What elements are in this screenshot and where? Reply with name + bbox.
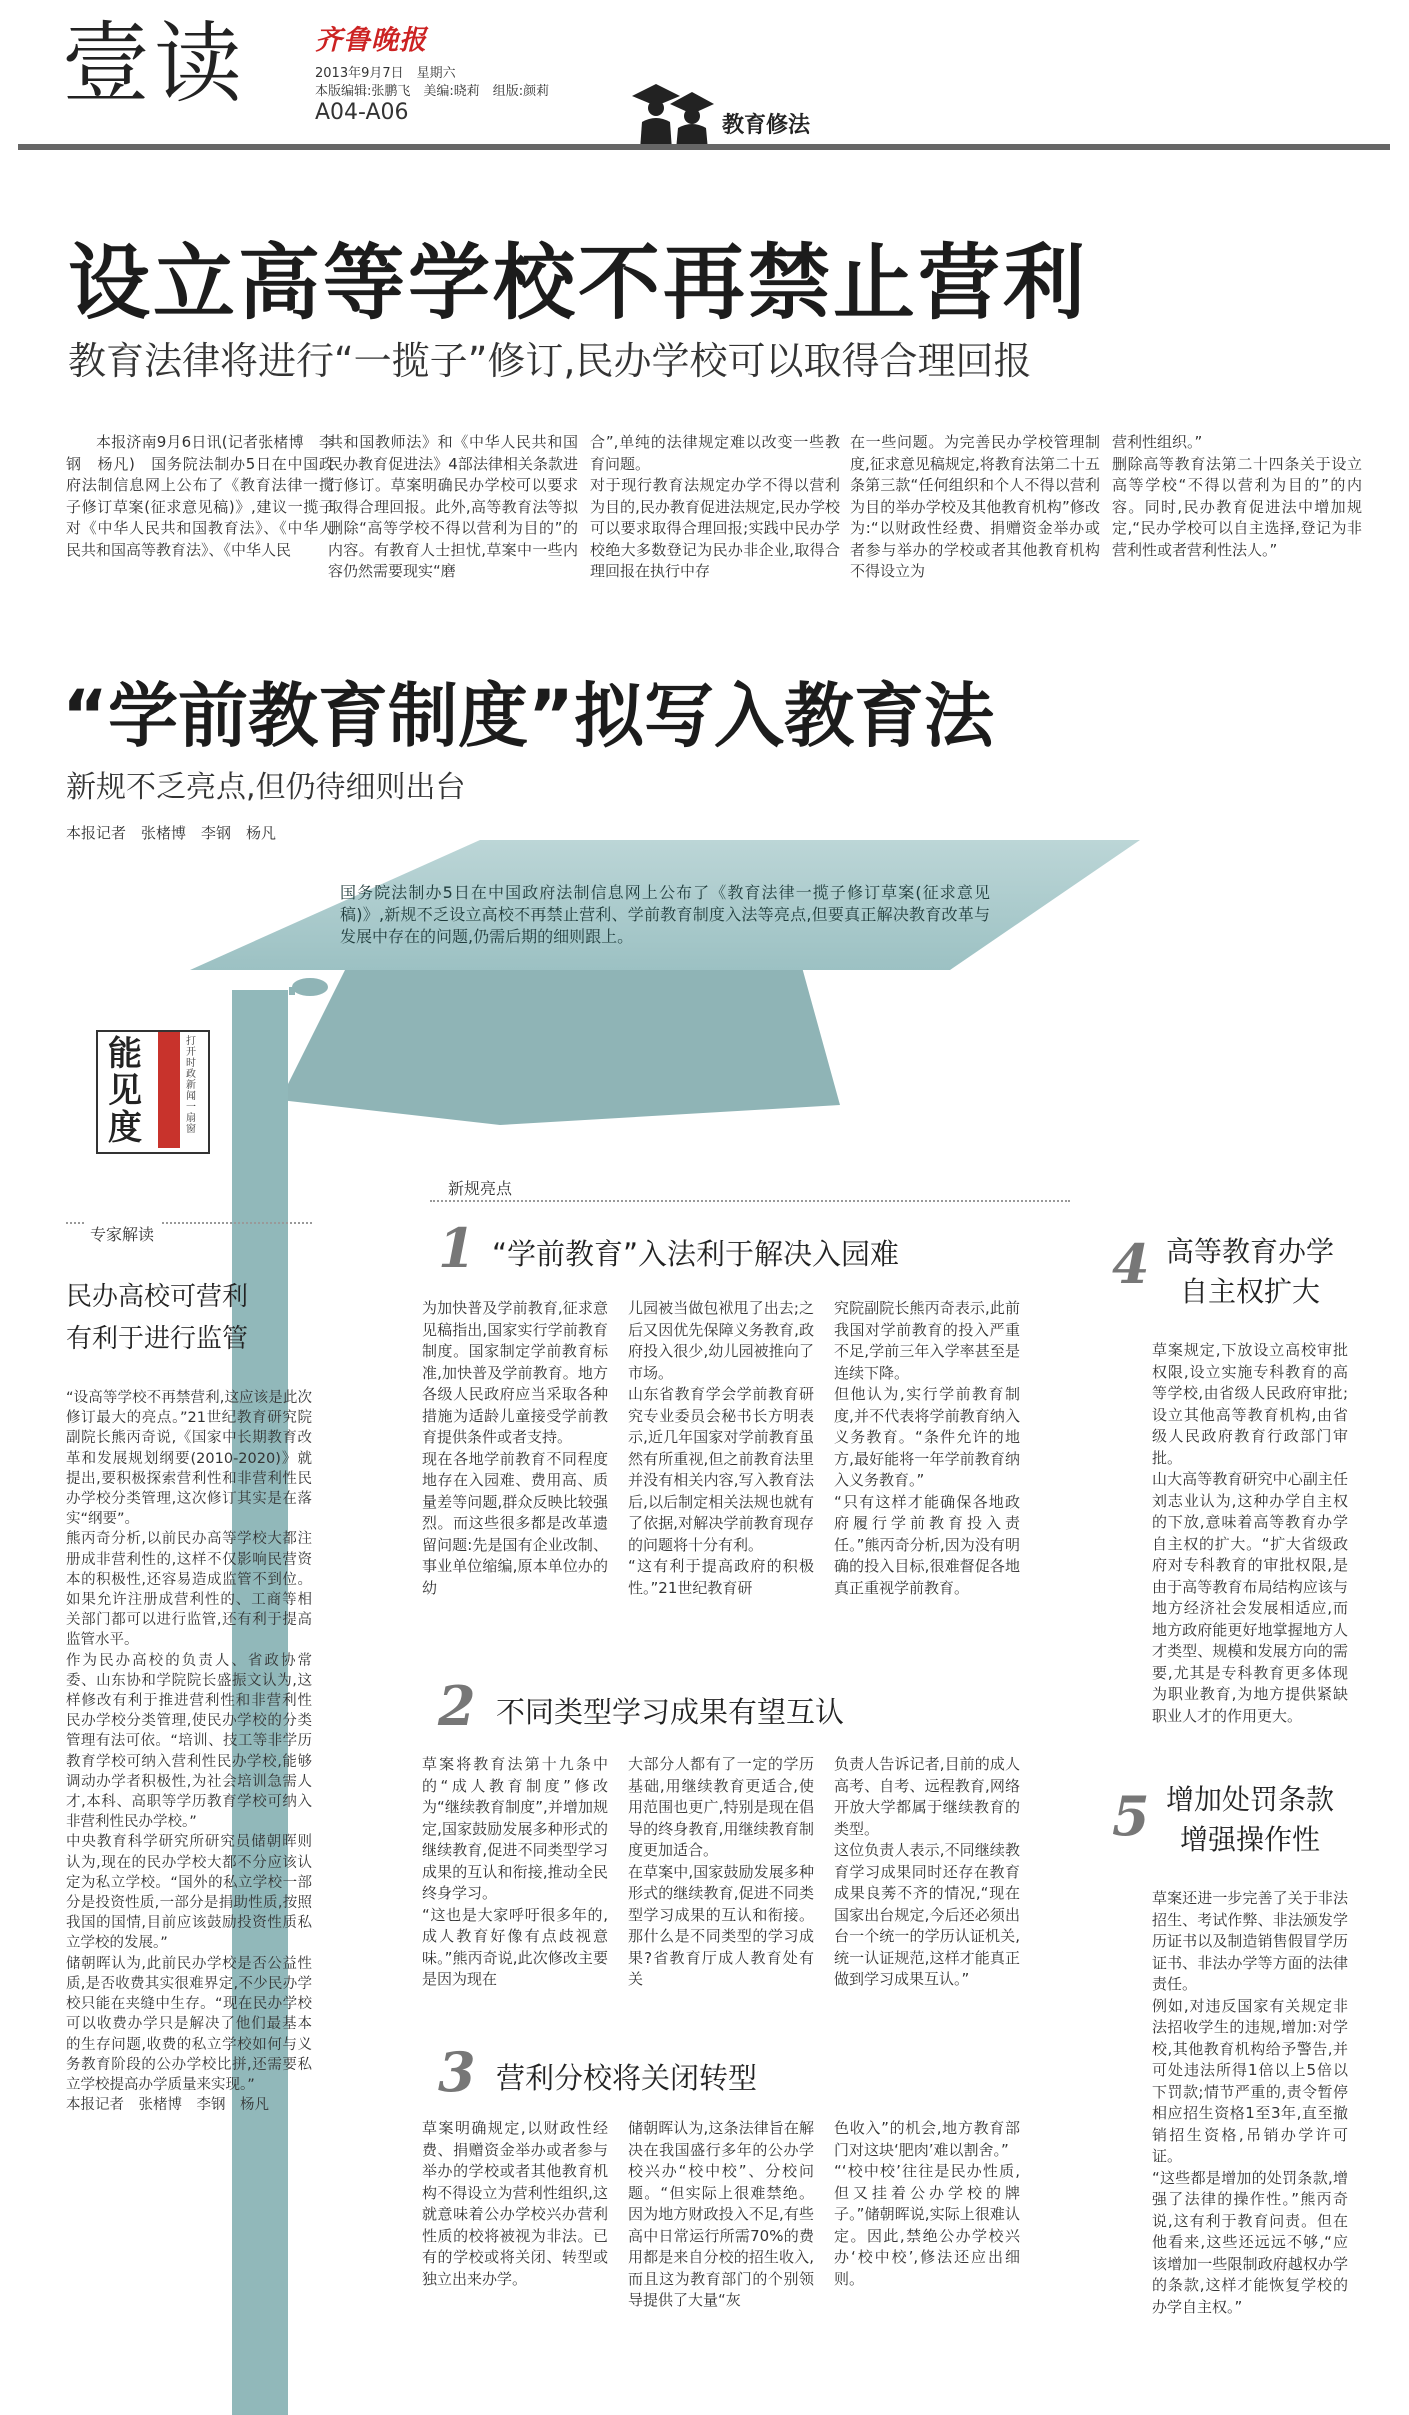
section-2-col-1: 草案将教育法第十九条中的“成人教育制度”修改为“继续教育制度”,并增加规定,国家鼓励发展多种形式的继续教育,促进不同类型学习成果的互认和衔接,推动全民终身学习。 “这也是大家呼吁很多年的,成人教育好像有点歧视意味。”熊丙奇说,此次修改主要是因为现在 (422, 1755, 608, 1988)
logo-text: 能见度 (108, 1034, 142, 1148)
masthead-rule (18, 144, 1390, 150)
logo-side-text: 打开时政新闻一扇窗 (186, 1036, 196, 1135)
section-3-col-3: 色收入”的机会,地方教育部门对这块‘肥肉’难以割舍。” “‘校中校’往往是民办性质,但又挂着公办学校的牌子。”储朝晖说,实际上很难认定。因此,禁绝公办学校兴办‘校中校’,修法还应出细则。 (834, 2119, 1020, 2288)
second-headline: “学前教育制度”拟写入教育法 (62, 675, 995, 757)
editors-credit: 本版编辑:张鹏飞 美编:晓莉 组版:颜莉 (315, 84, 550, 99)
main-headline: 设立高等学校不再禁止营利 (68, 236, 1089, 331)
section-2-number: 2 (438, 1674, 476, 1738)
section-5-title: 增加处罚条款增强操作性 (1165, 1783, 1334, 1856)
story1-col-3: 合”,单纯的法律规定难以改变一些教育问题。 对于现行教育法规定办学不得以营利为目的,民办教育促进法规定,民办学校可以要求取得合理回报;实践中民办学校绝大多数登记为民办非企业,取得合理回报在执行中存 (590, 433, 840, 580)
issue-date: 2013年9月7日 星期六 (315, 66, 456, 81)
second-byline: 本报记者 张楮博 李钢 杨凡 (66, 824, 277, 842)
graduates-icon (630, 70, 720, 150)
section-5-col-1: 草案还进一步完善了关于非法招生、考试作弊、非法颁发学历证书以及制造销售假冒学历证书、非法办学等方面的法律责任。 例如,对违反国家有关规定非法招收学生的违规,增加:对学校,其他教育机构给予警告,并可处违法所得1倍以上5倍以下罚款;情节严重的,责令暂停相应招生资格1至3年,直至撤销招生资格,吊销办学许可证。 “这些都是增加的处罚条款,增强了法律的操作性。”熊丙奇说,这有利于教育问责。但在他看来,这些还远远不够,“应该增加一些限制政府越权办学的条款,这样才能恢复学校的办学自主权。” (1152, 1889, 1348, 2316)
expert-title-line1: 民办高校可营利 (66, 1282, 249, 1312)
section-1-col-1: 为加快普及学前教育,征求意见稿指出,国家实行学前教育制度。国家制定学前教育标准,加快普及学前教育。地方各级人民政府应当采取各种措施为适龄儿童接受学前教育提供条件或者支持。 现在各地学前教育不同程度地存在入园难、费用高、质量差等问题,群众反映比较强烈。而这些很多都是改革遗留问题:先是国有企业改制、事业单位缩编,原本单位办的幼 (422, 1299, 608, 1597)
section-1-title: “学前教育”入法利于解决入园难 (492, 1237, 900, 1271)
section-1-col-3: 究院副院长熊丙奇表示,此前我国对学前教育的投入严重不足,学前三年入学率甚至是连续下降。 但他认为,实行学前教育制度,并不代表将学前教育纳入义务教育。“条件允许的地方,最好能将一年学前教育纳入义务教育。” “只有这样才能确保各地政府履行学前教育投入责任。”熊丙奇分析,因为没有明确的投入目标,很难督促各地真正重视学前教育。 (834, 1299, 1020, 1597)
second-subheadline: 新规不乏亮点,但仍待细则出台 (66, 770, 466, 805)
new-points-label: 新规亮点 (448, 1179, 513, 1198)
logo-red-block (158, 1032, 180, 1148)
column-label: 教育修法 (722, 113, 811, 138)
story2-summary: 国务院法制办5日在中国政府法制信息网上公布了《教育法律一揽子修订草案(征求意见稿)》,新规不乏设立高校不再禁止营利、学前教育制度入法等亮点,但要真正解决教育改革与发展中存在的问题,仍需后期的细则跟上。 (340, 883, 990, 946)
expert-label: 专家解读 (84, 1222, 160, 1245)
page-range: A04-A06 (315, 100, 409, 125)
story1-col-4: 在一些问题。为完善民办学校管理制度,征求意见稿规定,将教育法第二十五条第三款“任何组织和个人不得以营利为目的举办学校及其他教育机构”修改为:“以财政性经费、捐赠资金举办或者参与举办的学校或者其他教育机构不得设立为 (850, 433, 1100, 580)
story1-col-1: 本报济南9月6日讯(记者张楮博 李钢 杨凡) 国务院法制办5日在中国政府法制信息网上公布了《教育法律一揽子修订草案(征求意见稿)》,建议一揽子对《中华人民共和国教育法》、《中华人民共和国高等教育法》、《中华人民 (66, 433, 334, 559)
new-points-rule (430, 1200, 1070, 1202)
section-3-col-2: 储朝晖认为,这条法律旨在解决在我国盛行多年的公办学校兴办“校中校”、分校问题。“但实际上很难禁绝。因为地方财政投入不足,有些高中日常运行所需70%的费用都是来自分校的招生收入,而且这为教育部门的个别领导提供了大量“灰 (628, 2119, 814, 2309)
section-4-number: 4 (1112, 1232, 1150, 1296)
section-4-title: 高等教育办学自主权扩大 (1165, 1235, 1334, 1308)
section-3-number: 3 (438, 2040, 476, 2104)
section-5-number: 5 (1112, 1784, 1150, 1848)
section-1-col-2: 儿园被当做包袱甩了出去;之后又因优先保障义务教育,政府投入很少,幼儿园被推向了市场。 山东省教育学会学前教育研究专业委员会秘书长方明表示,近几年国家对学前教育虽然有所重视,但之前教育法里并没有相关内容,写入教育法后,以后制定相关法规也就有了依据,对解决学前教育现存的问题将十分有利。 “这有利于提高政府的积极性。”21世纪教育研 (628, 1299, 814, 1597)
section-1-number: 1 (438, 1216, 476, 1280)
section-4-col-1: 草案规定,下放设立高校审批权限,设立实施专科教育的高等学校,由省级人民政府审批;设立其他高等教育机构,由省级人民政府教育行政部门审批。 山大高等教育研究中心副主任刘志业认为,这种办学自主权的下放,意味着高等教育办学自主权的扩大。“扩大省级政府对专科教育的审批权限,是由于高等教育布局结构应该与地方经济社会发展相适应,而地方政府能更好地掌握地方人才类型、规模和发展方向的需要,尤其是专科教育更多体现为职业教育,为地方提供紧缺职业人才的作用更大。 (1152, 1341, 1348, 1725)
section-2-col-3: 负责人告诉记者,目前的成人高考、自考、远程教育,网络开放大学都属于继续教育的类型。 这位负责人表示,不同继续教育学习成果同时还存在教育成果良莠不齐的情况,“现在国家出台规定,今后还必须出台一个统一的学历认证机关,统一认证规范,这样才能真正做到学习成果互认。” (834, 1755, 1020, 1988)
main-subheadline: 教育法律将进行“一揽子”修订,民办学校可以取得合理回报 (68, 339, 1032, 383)
column-logo (96, 1030, 210, 1154)
section-2-title: 不同类型学习成果有望互认 (496, 1695, 845, 1729)
story1-col-5: 营利性组织。” 删除高等教育法第二十四条关于设立高等学校“不得以营利为目的”的内容。同时,民办教育促进法中增加规定,“民办学校可以自主选择,登记为非营利性或者营利性法人。” (1112, 433, 1362, 559)
newspaper-logo: 齐鲁晚报 (315, 25, 427, 56)
expert-title-line2: 有利于进行监管 (66, 1324, 249, 1354)
story1-col-2: 共和国教师法》和《中华人民共和国民办教育促进法》4部法律相关条款进行修订。草案明确民办学校可以要求取得合理回报。此外,高等教育法等拟删除“高等学校不得以营利为目的”的内容。有教育人士担忧,草案中一些内容仍然需要现实“磨 (328, 433, 578, 580)
expert-body: “设高等学校不再禁营利,这应该是此次修订最大的亮点。”21世纪教育研究院副院长熊丙奇说,《国家中长期教育改革和发展规划纲要(2010-2020)》就提出,要积极探索营利性和非营利性民办学校分类管理,这次修订其实是在落实“纲要”。 熊丙奇分析,以前民办高等学校大都注册成非营利性的,这样不仅影响民营资本的积极性,还容易造成监管不到位。如果允许注册成营利性的、工商等相关部门都可以进行监管,还有利于提高监管水平。 作为民办高校的负责人、省政协常委、山东协和学院院长盛振文认为,这样修改有利于推进营利性和非营利性民办学校分类管理,使民办学校的分类管理有法可依。“培训、技工等非学历教育学校可纳入营利性民办学校,能够调动办学者积极性,为社会培训急需人才,本科、高职等学历教育学校可纳入非营利性民办学校。” 中央教育科学研究所研究员储朝晖则认为,现在的民办学校大都不分应该认定为私立学校。“国外的私立学校一部分是投资性质,一部分是捐助性质,按照我国的国情,目前应该鼓励投资性质私立学校的发展。” 储朝晖认为,此前民办学校是否公益性质,是否收费其实很难界定,不少民办学校只能在夹缝中生存。“现在民办学校可以收费办学只是解决了他们最基本的生存问题,收费的私立学校如何与义务教育阶段的公办学校比拼,还需要私立学校提高办学质量来实现。” 本报记者 张楮博 李钢 杨凡 (66, 1390, 312, 2114)
section-2-col-2: 大部分人都有了一定的学历基础,用继续教育更适合,使用范围也更广,特别是现在倡导的终身教育,用继续教育制度更加适合。 在草案中,国家鼓励发展多种形式的继续教育,促进不同类型学习成果的互认和衔接。那什么是不同类型的学习成果?省教育厅成人教育处有关 (628, 1755, 814, 1988)
section-title: 壹读 (62, 12, 247, 115)
section-3-title: 营利分校将关闭转型 (496, 2061, 758, 2095)
section-3-col-1: 草案明确规定,以财政性经费、捐赠资金举办或者参与举办的学校或者其他教育机构不得设立为营利性组织,这就意味着公办学校兴办营利性质的校将被视为非法。已有的学校或将关闭、转型或独立出来办学。 (422, 2119, 608, 2288)
